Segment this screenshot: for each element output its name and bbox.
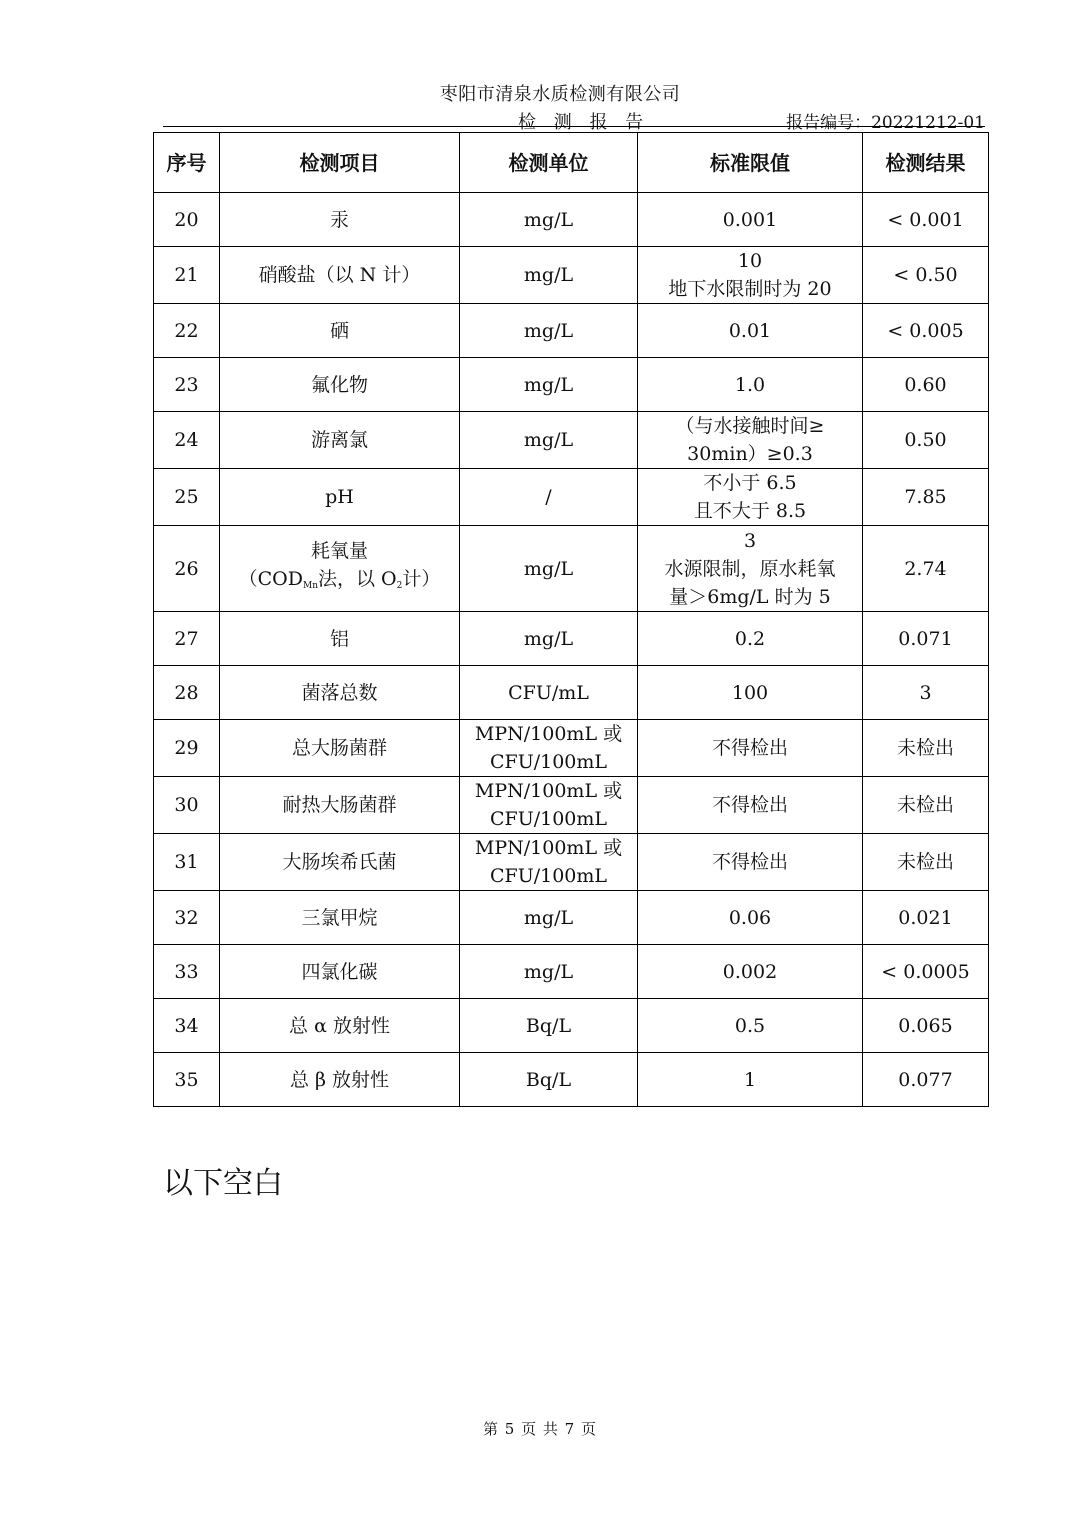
cell-result: 3 xyxy=(863,666,989,720)
cell-item: 硒 xyxy=(220,304,460,358)
cell-no: 22 xyxy=(154,304,220,358)
cell-unit: mg/L xyxy=(460,304,638,358)
cell-item: 大肠埃希氏菌 xyxy=(220,834,460,891)
col-header-item: 检测项目 xyxy=(220,133,460,193)
cell-item: pH xyxy=(220,469,460,526)
cell-item: 总 α 放射性 xyxy=(220,999,460,1053)
cell-no: 28 xyxy=(154,666,220,720)
cell-item xyxy=(220,526,460,612)
table-header-row xyxy=(154,133,989,193)
table-row xyxy=(154,358,989,412)
table-row xyxy=(154,891,989,945)
col-header-limit: 标准限值 xyxy=(638,133,863,193)
cell-no: 25 xyxy=(154,469,220,526)
cell-limit: 0.001 xyxy=(638,193,863,247)
cell-result: < 0.001 xyxy=(863,193,989,247)
table-row xyxy=(154,777,989,834)
table-row xyxy=(154,834,989,891)
cell-item: 铝 xyxy=(220,612,460,666)
cell-item: 氟化物 xyxy=(220,358,460,412)
cell-unit: mg/L xyxy=(460,891,638,945)
cell-result: 0.60 xyxy=(863,358,989,412)
cell-result: 7.85 xyxy=(863,469,989,526)
cell-no: 21 xyxy=(154,247,220,304)
blank-below-note: 以下空白 xyxy=(163,1166,283,1201)
cell-item: 四氯化碳 xyxy=(220,945,460,999)
col-header-result: 检测结果 xyxy=(863,133,989,193)
cell-result: 未检出 xyxy=(863,777,989,834)
cell-no: 33 xyxy=(154,945,220,999)
cell-unit: mg/L xyxy=(460,612,638,666)
page-number: 第 5 页 共 7 页 xyxy=(483,1420,597,1438)
report-number: 报告编号：20221212-01 xyxy=(786,113,985,133)
cell-unit: mg/L xyxy=(460,526,638,612)
report-title: 检 测 报 告 xyxy=(518,112,650,133)
cell-limit: 1 xyxy=(638,1053,863,1107)
cell-result: < 0.005 xyxy=(863,304,989,358)
cell-unit: mg/L xyxy=(460,412,638,469)
cell-item: 总 β 放射性 xyxy=(220,1053,460,1107)
cell-no: 31 xyxy=(154,834,220,891)
table-row xyxy=(154,1053,989,1107)
cell-limit: 0.01 xyxy=(638,304,863,358)
cell-unit: Bq/L xyxy=(460,1053,638,1107)
table-row xyxy=(154,720,989,777)
cell-limit: 0.5 xyxy=(638,999,863,1053)
cell-result: < 0.50 xyxy=(863,247,989,304)
cell-unit: mg/L xyxy=(460,358,638,412)
table-row xyxy=(154,526,989,612)
cell-limit: 0.002 xyxy=(638,945,863,999)
cell-item: 总大肠菌群 xyxy=(220,720,460,777)
table-row xyxy=(154,612,989,666)
cell-limit: 10 地下水限制时为 20 xyxy=(638,247,863,304)
cell-result: 未检出 xyxy=(863,834,989,891)
cell-unit: MPN/100mL 或 CFU/100mL xyxy=(460,720,638,777)
item-method: （$COD_{Mn}$法，以 $O_2$计） xyxy=(238,568,441,591)
table-row xyxy=(154,469,989,526)
cell-no: 20 xyxy=(154,193,220,247)
cell-no: 35 xyxy=(154,1053,220,1107)
cell-no: 26 xyxy=(154,526,220,612)
cell-item: 汞 xyxy=(220,193,460,247)
cell-limit: 不得检出 xyxy=(638,834,863,891)
cell-result: 0.071 xyxy=(863,612,989,666)
cell-unit: MPN/100mL 或 CFU/100mL xyxy=(460,777,638,834)
cell-no: 23 xyxy=(154,358,220,412)
cell-limit: 0.2 xyxy=(638,612,863,666)
header-rule xyxy=(163,126,985,127)
table-row xyxy=(154,247,989,304)
cell-result: 2.74 xyxy=(863,526,989,612)
cell-result: 0.065 xyxy=(863,999,989,1053)
cell-unit: mg/L xyxy=(460,945,638,999)
cell-unit: CFU/mL xyxy=(460,666,638,720)
table-row xyxy=(154,999,989,1053)
cell-no: 32 xyxy=(154,891,220,945)
cell-unit: Bq/L xyxy=(460,999,638,1053)
company-name: 枣阳市清泉水质检测有限公司 xyxy=(439,84,681,105)
cell-limit: （与水接触时间≥ 30min）≥0.3 xyxy=(638,412,863,469)
cell-limit: 0.06 xyxy=(638,891,863,945)
cell-unit: mg/L xyxy=(460,193,638,247)
cell-limit: 100 xyxy=(638,666,863,720)
col-header-no: 序号 xyxy=(154,133,220,193)
cell-item: 三氯甲烷 xyxy=(220,891,460,945)
cell-limit: 1.0 xyxy=(638,358,863,412)
table-row xyxy=(154,412,989,469)
cell-result: 0.50 xyxy=(863,412,989,469)
cell-no: 24 xyxy=(154,412,220,469)
results-table xyxy=(153,132,989,1107)
cell-limit: 不得检出 xyxy=(638,720,863,777)
cell-item: 耐热大肠菌群 xyxy=(220,777,460,834)
cell-no: 29 xyxy=(154,720,220,777)
table-row xyxy=(154,193,989,247)
table-row xyxy=(154,945,989,999)
table-row xyxy=(154,304,989,358)
cell-no: 27 xyxy=(154,612,220,666)
cell-result: 0.021 xyxy=(863,891,989,945)
cell-unit: / xyxy=(460,469,638,526)
item-name: 耗氧量 xyxy=(310,540,368,562)
cell-limit: 不得检出 xyxy=(638,777,863,834)
cell-item: 游离氯 xyxy=(220,412,460,469)
cell-limit: 3 水源限制，原水耗氧 量＞6mg/L 时为 5 xyxy=(638,526,863,612)
cell-unit: mg/L xyxy=(460,247,638,304)
cell-no: 34 xyxy=(154,999,220,1053)
col-header-unit: 检测单位 xyxy=(460,133,638,193)
cell-unit: MPN/100mL 或 CFU/100mL xyxy=(460,834,638,891)
cell-limit: 不小于 6.5 且不大于 8.5 xyxy=(638,469,863,526)
cell-result: 0.077 xyxy=(863,1053,989,1107)
cell-result: 未检出 xyxy=(863,720,989,777)
cell-no: 30 xyxy=(154,777,220,834)
table-row xyxy=(154,666,989,720)
cell-item: 菌落总数 xyxy=(220,666,460,720)
cell-item: 硝酸盐（以 N 计） xyxy=(220,247,460,304)
cell-result: < 0.0005 xyxy=(863,945,989,999)
